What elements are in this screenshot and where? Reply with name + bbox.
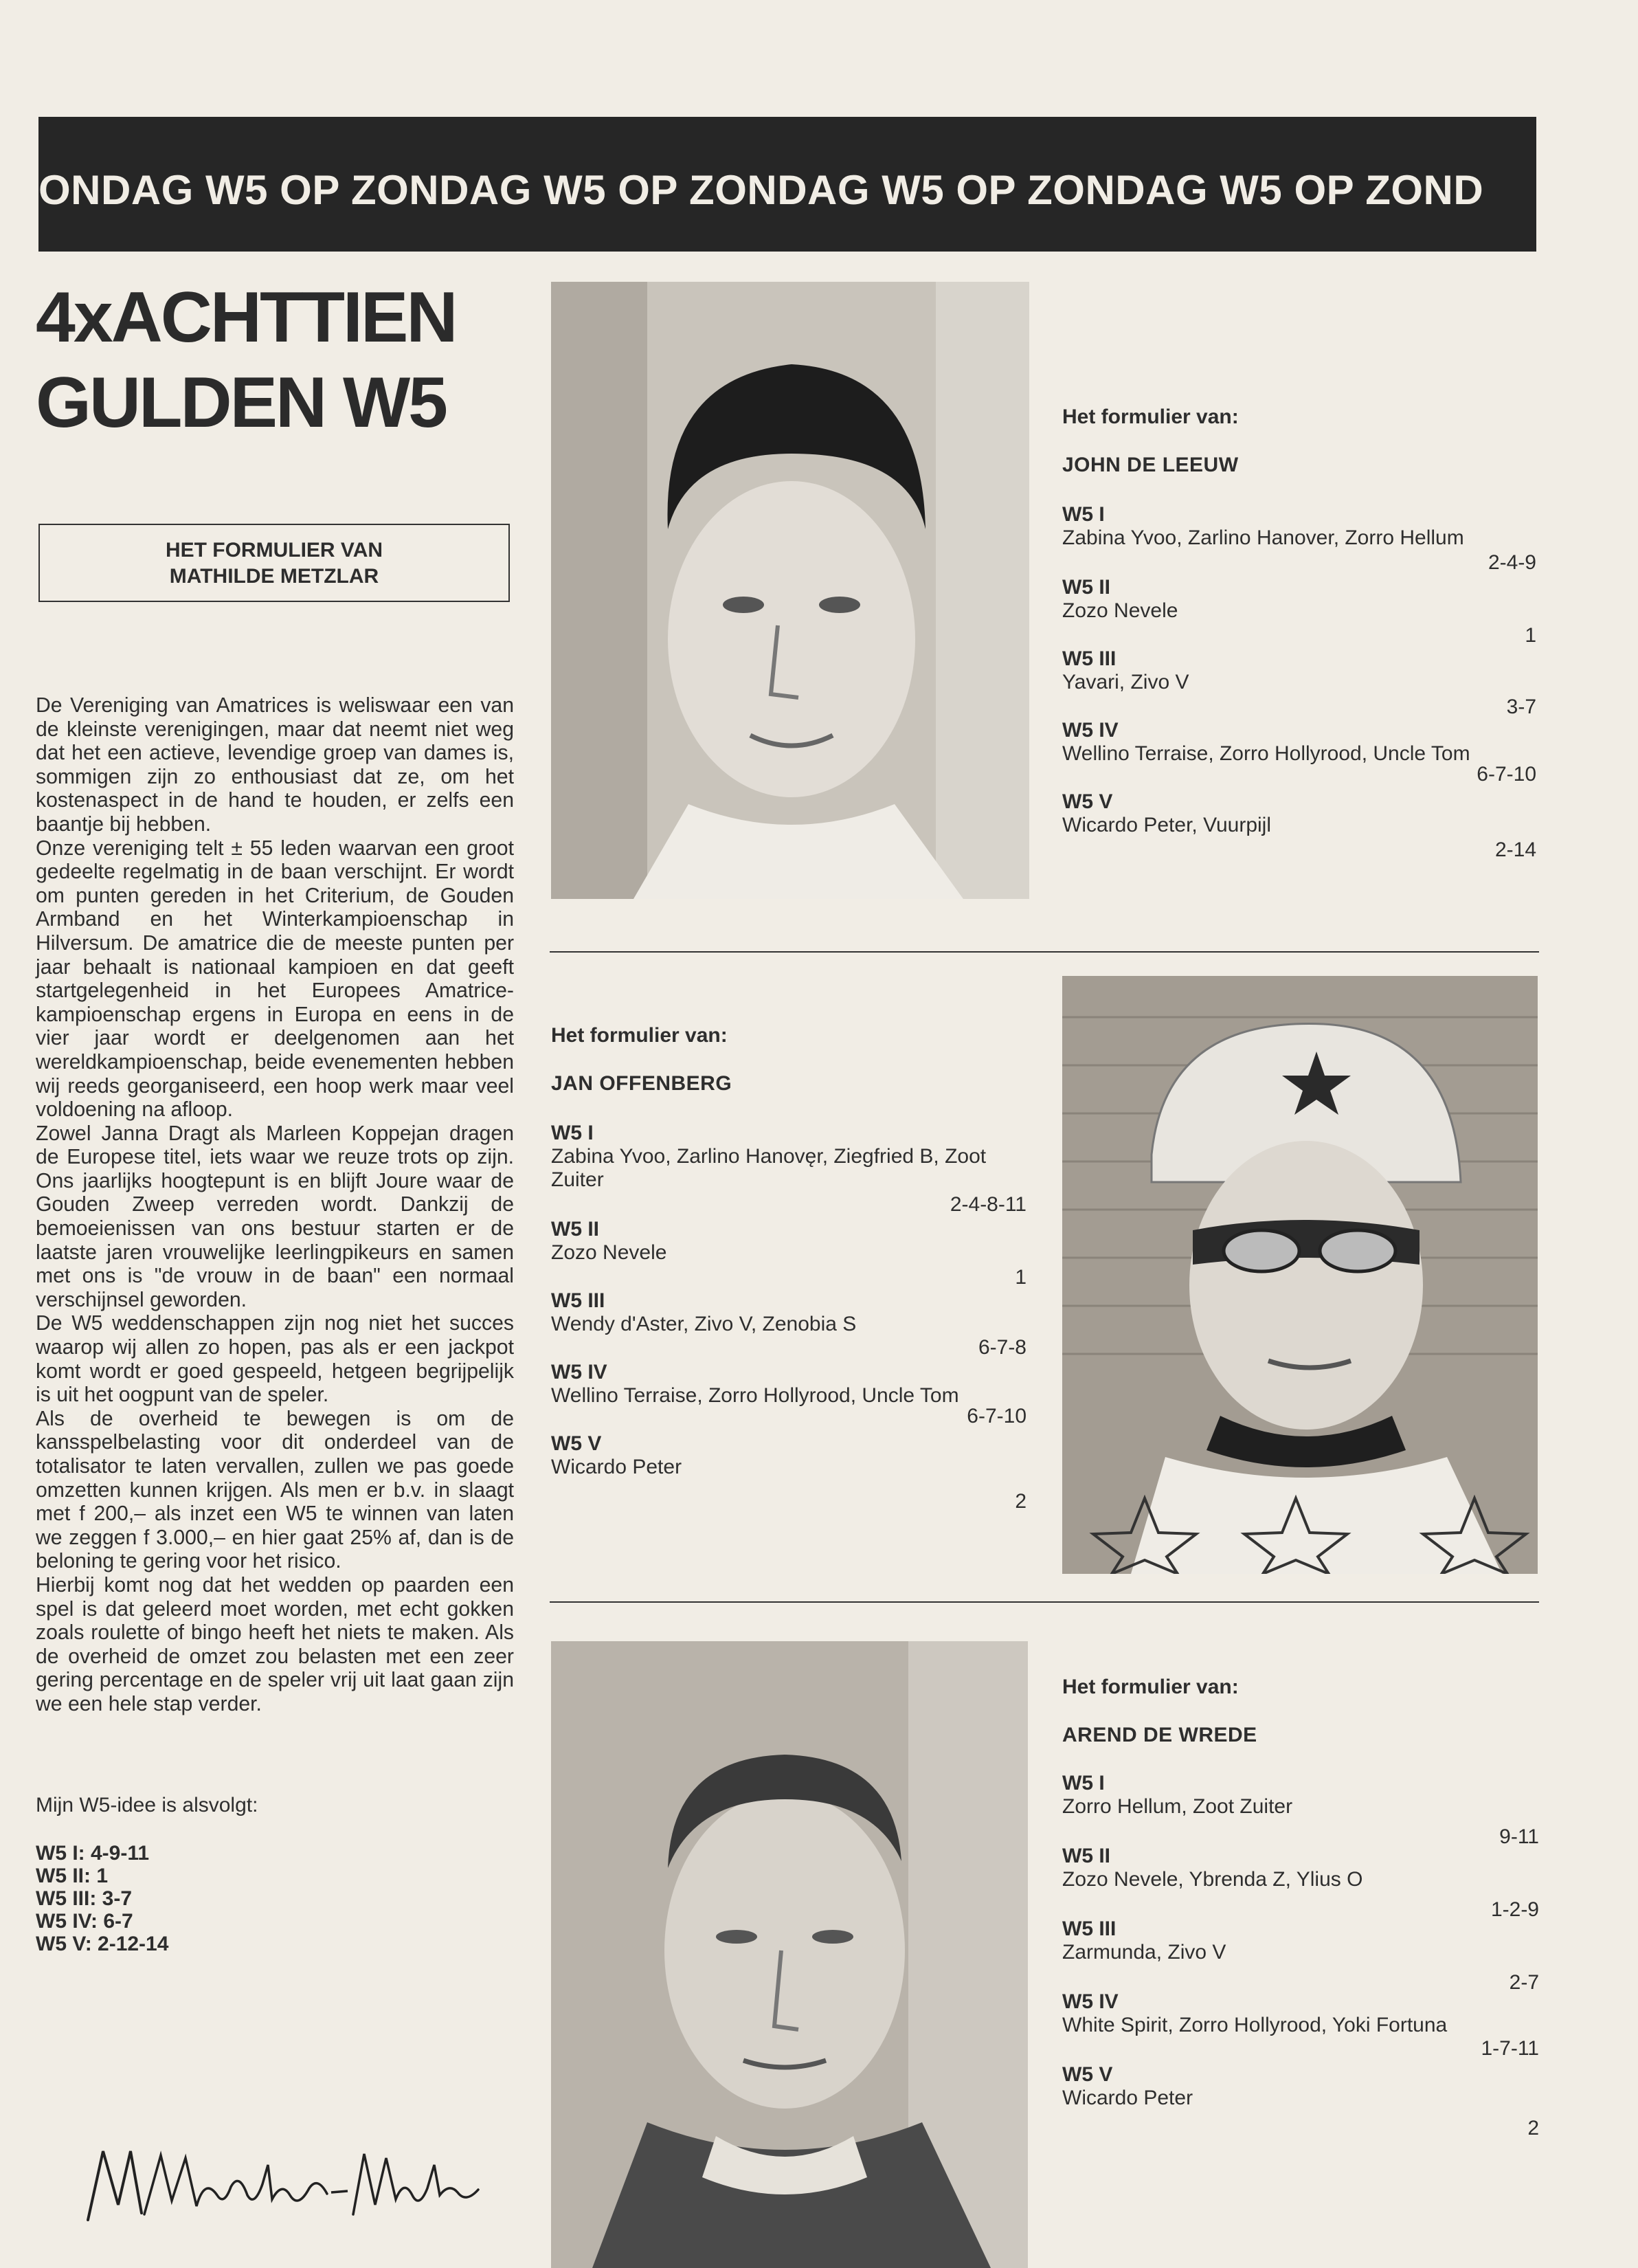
race-label: W5 III [1062,1917,1117,1940]
form-jan-offenberg [551,1017,1026,1526]
race-label: W5 IV [551,1361,607,1383]
article-paragraph: Zowel Janna Dragt als Marleen Koppejan dragen de Europese titel, iets waar we reuze trots op zijn. Ons jaarlijks hoogtepunt is en blijft Joure waar de Gouden Zweep verreden wordt. Dankzij de bemoeienissen van ons bestuur starten er de laatste jaren vrouwelijke leerlingpikeurs en samen met ons is "de vrouw in de baan" een normaal verschijnsel geworden. [36,1122,514,1311]
race-horses: Zabina Yvoo, Zarlino Hanovęr, Ziegfried B, Zoot Zuiter [551,1145,987,1191]
headline-line-1: 4xACHTTIEN [36,278,456,357]
race-label: W5 V [1062,790,1113,813]
race-label: W5 I [1062,1772,1105,1794]
race-numbers: 1 [1525,624,1536,647]
idea-item: W5 IV: 6-7 [36,1910,133,1933]
article-paragraph: De Vereniging van Amatrices is weliswaar een van de kleinste verenigingen, maar dat neemt niet weg dat het een actieve, levendige groep van dames is, sommigen zijn zo enthousiast dat ze, om het kostenaspect in de hand te houden, er zelfs een baantje bij hebben. [36,694,514,836]
banner-text: ONDAG W5 OP ZONDAG W5 OP ZONDAG W5 OP ZONDAG W5 OP ZOND [38,167,1484,213]
race-numbers: 2-4-8-11 [950,1193,1026,1216]
race-horses: Zozo Nevele [1062,599,1178,622]
race-numbers: 1-2-9 [1490,1898,1539,1921]
form-name: JAN OFFENBERG [551,1072,732,1095]
form-name: AREND DE WREDE [1062,1724,1257,1746]
race-horses: Yavari, Zivo V [1062,671,1189,693]
signature-image [76,2124,488,2227]
race-numbers: 2 [1015,1490,1026,1513]
portrait-photo-jan-offenberg [1062,976,1538,1574]
headline-line-2: GULDEN W5 [36,363,446,443]
race-numbers: 1 [1015,1266,1026,1289]
race-numbers: 3-7 [1506,696,1536,718]
boxed-title-line-1: HET FORMULIER VAN [165,539,383,562]
race-horses: Zabina Yvoo, Zarlino Hanover, Zorro Hellum [1062,526,1464,549]
race-horses: Zozo Nevele, Ybrenda Z, Ylius O [1062,1868,1363,1891]
article-paragraph: De W5 weddenschappen zijn nog niet het succes waarop wij allen zo hopen, pas als er een jackpot komt wordt er goed gespeeld, hetgeen begrijpelijk is uit het oogpunt van de speler. [36,1312,514,1407]
race-numbers: 2-4-9 [1488,551,1536,574]
divider-rule [550,1601,1539,1603]
form-john-de-leeuw [1062,399,1536,880]
race-label: W5 IV [1062,719,1119,742]
form-arend-de-wrede [1062,1663,1539,2144]
race-label: W5 V [1062,2063,1113,2086]
race-label: W5 II [551,1218,600,1241]
top-banner [38,117,1536,252]
portrait-photo-arend-de-wrede [551,1641,1028,2268]
race-horses: Zarmunda, Zivo V [1062,1941,1226,1964]
race-numbers: 2-14 [1494,838,1536,861]
race-numbers: 6-7-10 [1477,763,1536,786]
article-paragraph: Onze vereniging telt ± 55 leden waarvan een groot gedeelte regelmatig in de baan verschijnt. Er wordt om punten gereden in het Criterium, de Gouden Armband en het Winterkampioenschap in Hilversum. De amatrice die de meeste punten per jaar behaalt is nationaal kampioen en dat geeft startgelegenheid in het Europees Amatrice-kampioenschap ergens in Europa en eens in de vier jaar wordt er deelgenomen aan het wereldkampioenschap, beide evenementen hebben wij reeds georganiseerd, een hoop werk maar veel voldoening na afloop. [36,836,514,1122]
race-horses: Wendy d'Aster, Zivo V, Zenobia S [551,1313,857,1335]
race-horses: Wellino Terraise, Zorro Hollyrood, Uncle Tom [1062,742,1470,765]
race-numbers: 6-7-10 [967,1405,1026,1427]
idea-item: W5 II: 1 [36,1865,109,1887]
article-paragraph: Hierbij komt nog dat het wedden op paarden een spel is dat geleerd moet worden, met echt gokken zoals roulette of bingo heeft het niets te maken. Als de overheid de omzet zou belasten met een zeer gering percentage en de speler vrij uit laat gaan zijn we een hele stap verder. [36,1573,514,1715]
race-numbers: 2-7 [1509,1971,1539,1994]
race-label: W5 I [1062,503,1105,526]
race-horses: White Spirit, Zorro Hollyrood, Yoki Fortuna [1062,2014,1448,2036]
race-horses: Wicardo Peter, Vuurpijl [1062,814,1272,836]
idea-list [36,1842,168,1955]
race-horses: Zorro Hellum, Zoot Zuiter [1062,1795,1293,1818]
race-horses: Wicardo Peter [1062,2087,1193,2109]
form-title: Het formulier van: [1062,1676,1239,1698]
idea-item: W5 I: 4-9-11 [36,1842,150,1865]
divider-rule [550,951,1539,953]
form-name: JOHN DE LEEUW [1062,454,1239,476]
race-horses: Wicardo Peter [551,1456,682,1478]
race-label: W5 II [1062,576,1111,599]
race-label: W5 III [1062,647,1117,670]
race-label: W5 I [551,1122,594,1144]
form-title: Het formulier van: [1062,405,1239,428]
race-numbers: 6-7-8 [978,1336,1026,1359]
race-horses: Zozo Nevele [551,1241,667,1264]
idea-label: Mijn W5-idee is alsvolgt: [36,1794,258,1816]
race-label: W5 III [551,1289,605,1312]
idea-item: W5 III: 3-7 [36,1887,133,1910]
boxed-title [38,524,510,602]
portrait-photo-john-de-leeuw [551,282,1029,899]
article-body [36,694,514,1717]
idea-item: W5 V: 2-12-14 [36,1933,169,1955]
boxed-title-line-2: MATHILDE METZLAR [169,565,379,588]
headline [36,275,530,445]
race-label: W5 V [551,1432,602,1455]
article-paragraph: Als de overheid te bewegen is om de kansspelbelasting voor dit onderdeel van de totalisator te laten vervallen, zullen we pas goede omzetten kunnen krijgen. Als men er b.v. in slaagt met f 200,– als inzet een W5 te winnen van laten we zeggen f 3.000,– en hier gaat 25% af, dan is de beloning te gering voor het risico. [36,1407,514,1573]
race-numbers: 1-7-11 [1481,2037,1539,2060]
form-title: Het formulier van: [551,1024,728,1047]
race-label: W5 II [1062,1845,1111,1867]
race-numbers: 9-11 [1499,1825,1539,1848]
race-label: W5 IV [1062,1990,1119,2013]
race-numbers: 2 [1527,2117,1539,2139]
race-horses: Wellino Terraise, Zorro Hollyrood, Uncle Tom [551,1384,959,1407]
